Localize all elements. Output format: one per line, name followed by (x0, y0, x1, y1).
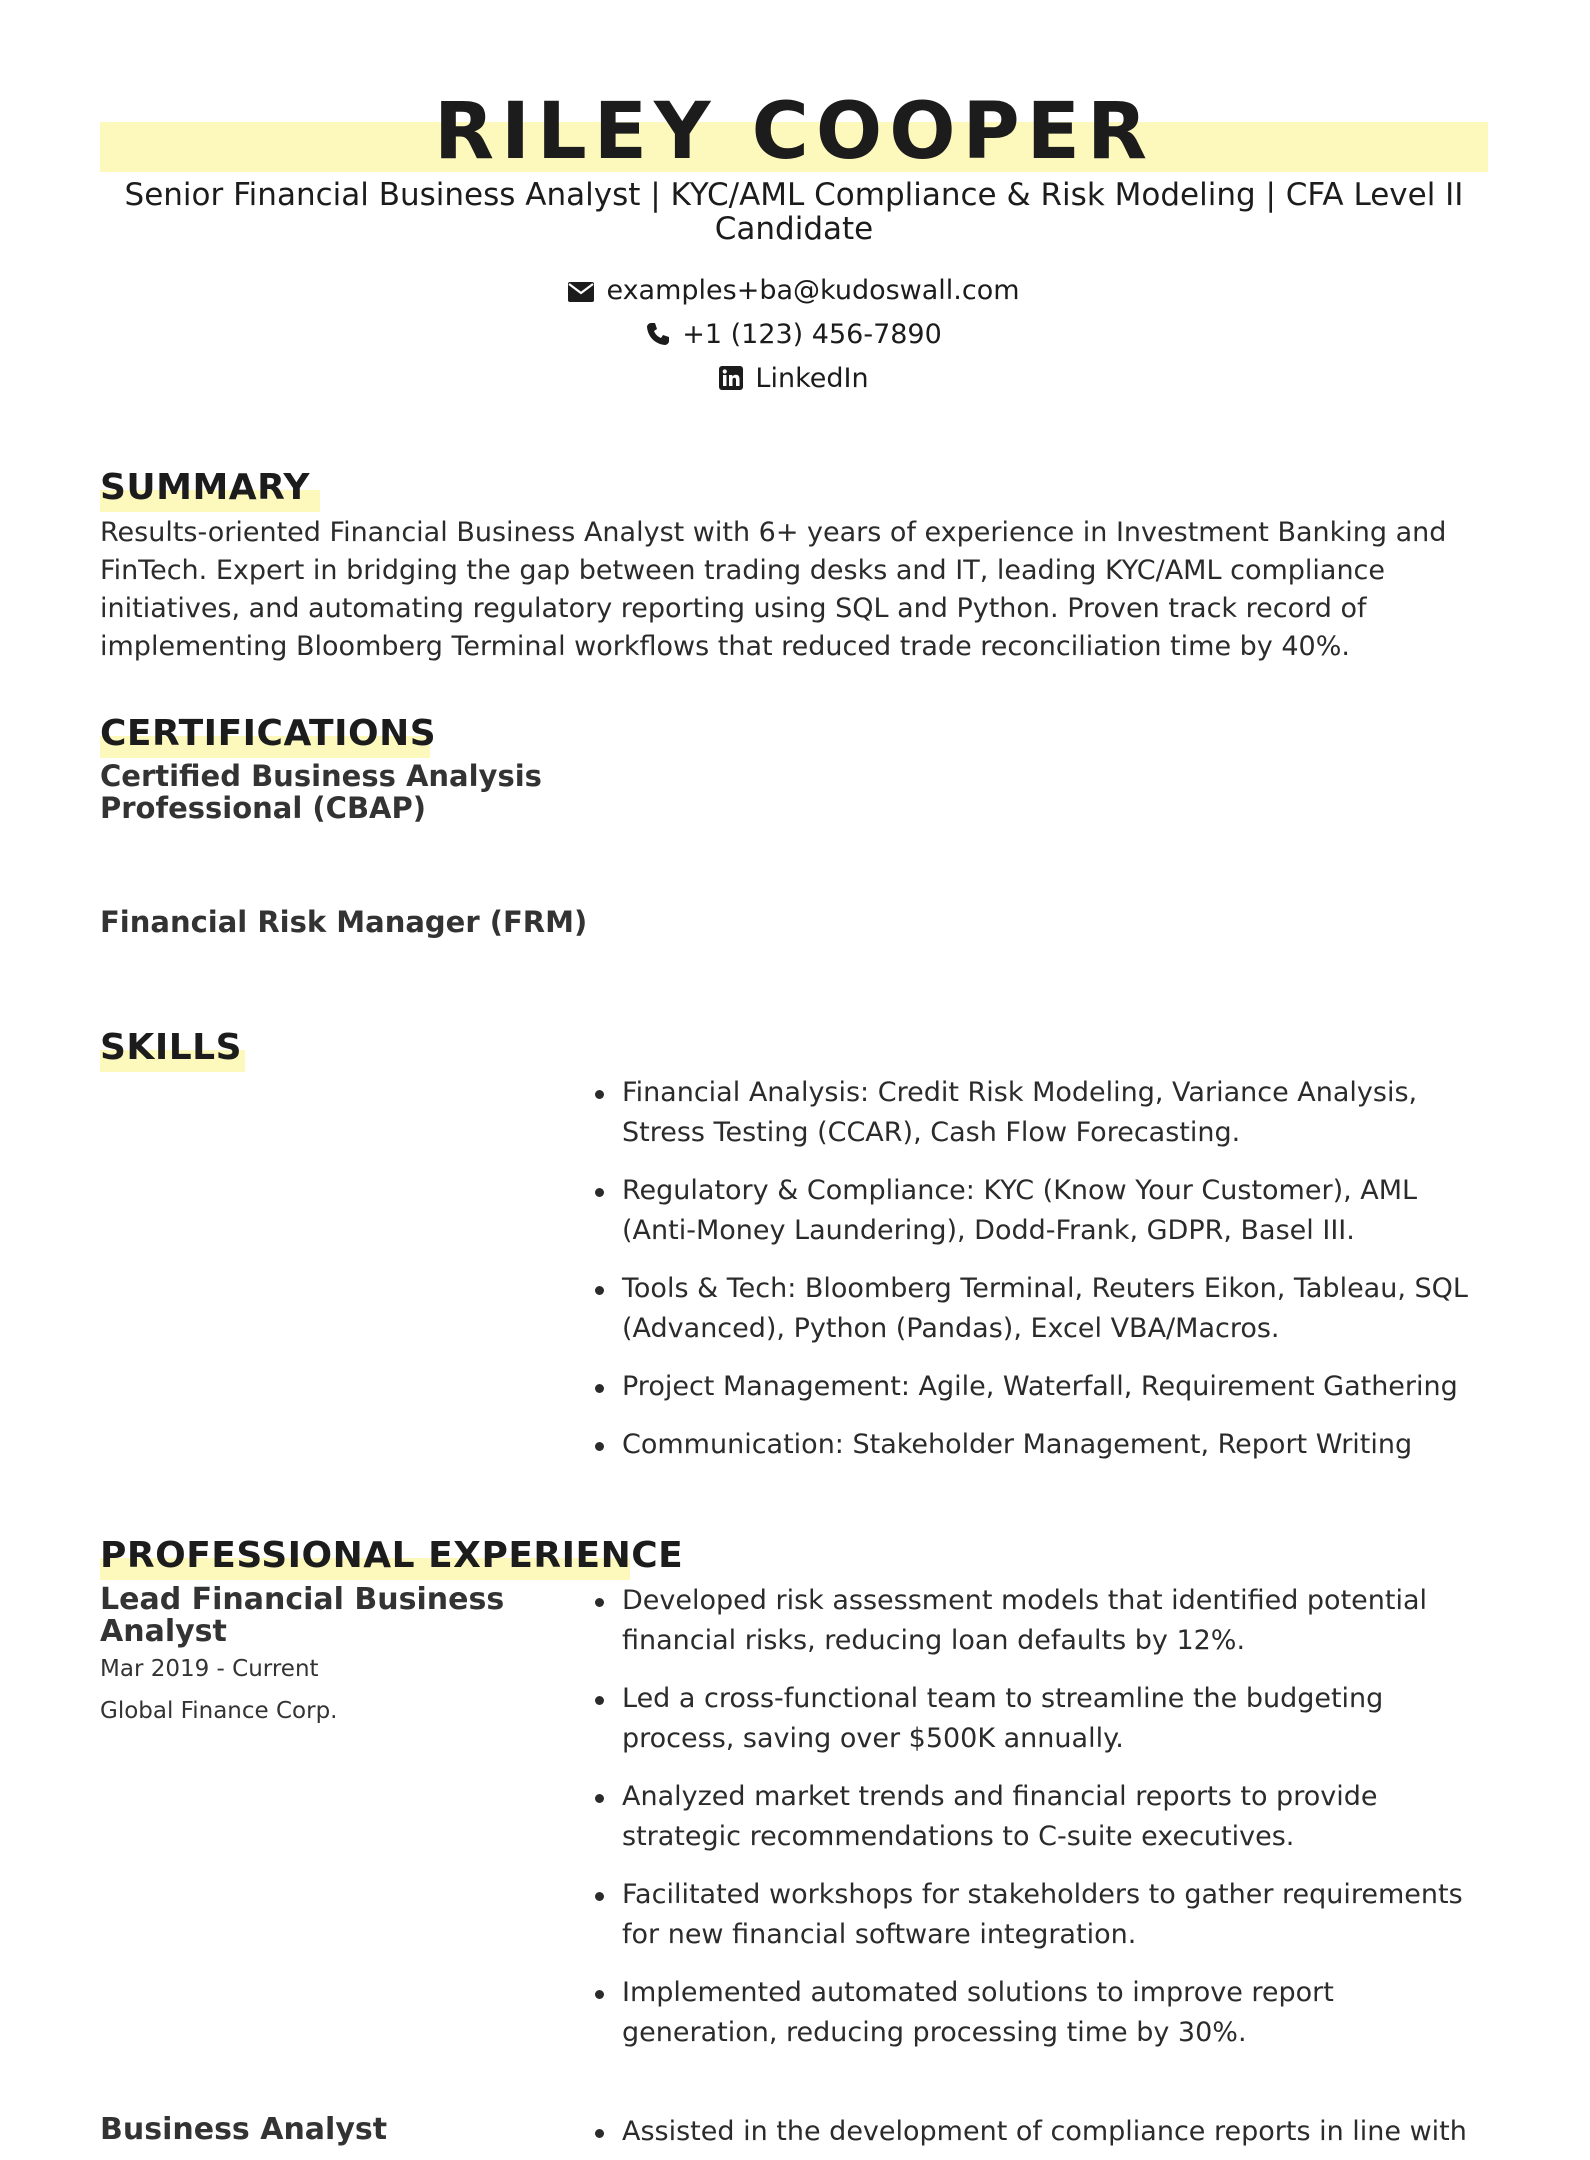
job-bullet: Led a cross-functional team to streamline the budgeting process, saving over $500K annually. (622, 1679, 1492, 1759)
section-experience (100, 1536, 683, 1576)
section-title: SUMMARY (100, 467, 310, 508)
section-title: SKILLS (100, 1027, 243, 1068)
job-bullet: Implemented automated solutions to improve report generation, reducing processing time by 30%. (622, 1973, 1492, 2053)
job-bullets (622, 2112, 1492, 2160)
email-text[interactable]: examples+ba@kudoswall.com (606, 275, 1020, 306)
section-title: PROFESSIONAL EXPERIENCE (100, 1535, 684, 1576)
certification-item: Financial Risk Manager (FRM) (100, 905, 588, 939)
section-skills (100, 1028, 242, 1068)
name-block (100, 87, 1488, 177)
section-summary (100, 468, 310, 508)
skill-item: Tools & Tech: Bloomberg Terminal, Reuters Eikon, Tableau, SQL (Advanced), Python (Pandas), Excel VBA/Macros. (622, 1269, 1492, 1349)
certification-item: Certified Business Analysis Professional (CBAP) (100, 759, 542, 825)
headline: Senior Financial Business Analyst | KYC/AML Compliance & Risk Modeling | CFA Level II Candidate (124, 177, 1464, 247)
phone-icon (646, 321, 670, 355)
linkedin-text[interactable]: LinkedIn (755, 363, 869, 394)
summary-text: Results-oriented Financial Business Analyst with 6+ years of experience in Investment Banking and FinTech. Expert in bridging the gap between trading desks and IT, leading KYC/AML compliance initiatives, and automating regulatory reporting using SQL and Python. Proven track record of implementing Bloomberg Terminal workflows that reduced trade reconciliation time by 40%. (100, 517, 1447, 662)
job-company: Global Finance Corp. (100, 1698, 338, 1724)
job-bullet: Analyzed market trends and financial reports to provide strategic recommendations to C-suite executives. (622, 1777, 1492, 1857)
skill-item: Regulatory & Compliance: KYC (Know Your Customer), AML (Anti-Money Laundering), Dodd-Frank, GDPR, Basel III. (622, 1171, 1492, 1251)
phone-text[interactable]: +1 (123) 456-7890 (682, 319, 942, 350)
skills-list (622, 1073, 1492, 1483)
skill-item: Communication: Stakeholder Management, Report Writing (622, 1425, 1492, 1465)
linkedin-icon (719, 365, 743, 399)
candidate-name: RILEY COOPER (433, 87, 1155, 177)
job-bullets (622, 1581, 1492, 2071)
section-certifications (100, 714, 436, 754)
job-title: Lead Financial Business Analyst (100, 1582, 505, 1649)
job-bullet: Developed risk assessment models that identified potential financial risks, reducing loan defaults by 12%. (622, 1581, 1492, 1661)
contact-phone[interactable] (100, 318, 1488, 355)
skill-item: Financial Analysis: Credit Risk Modeling, Variance Analysis, Stress Testing (CCAR), Cash Flow Forecasting. (622, 1073, 1492, 1153)
envelope-icon (568, 277, 594, 311)
contact-linkedin[interactable] (100, 362, 1488, 399)
contact-email[interactable] (100, 274, 1488, 311)
job-dates: Mar 2019 - Current (100, 1656, 319, 1682)
section-title: CERTIFICATIONS (100, 713, 437, 754)
job-bullet: Facilitated workshops for stakeholders to gather requirements for new financial software integration. (622, 1875, 1492, 1955)
job-title: Business Analyst (100, 2112, 388, 2147)
skill-item: Project Management: Agile, Waterfall, Requirement Gathering (622, 1367, 1492, 1407)
job-bullet: Assisted in the development of compliance reports in line with (622, 2112, 1492, 2152)
